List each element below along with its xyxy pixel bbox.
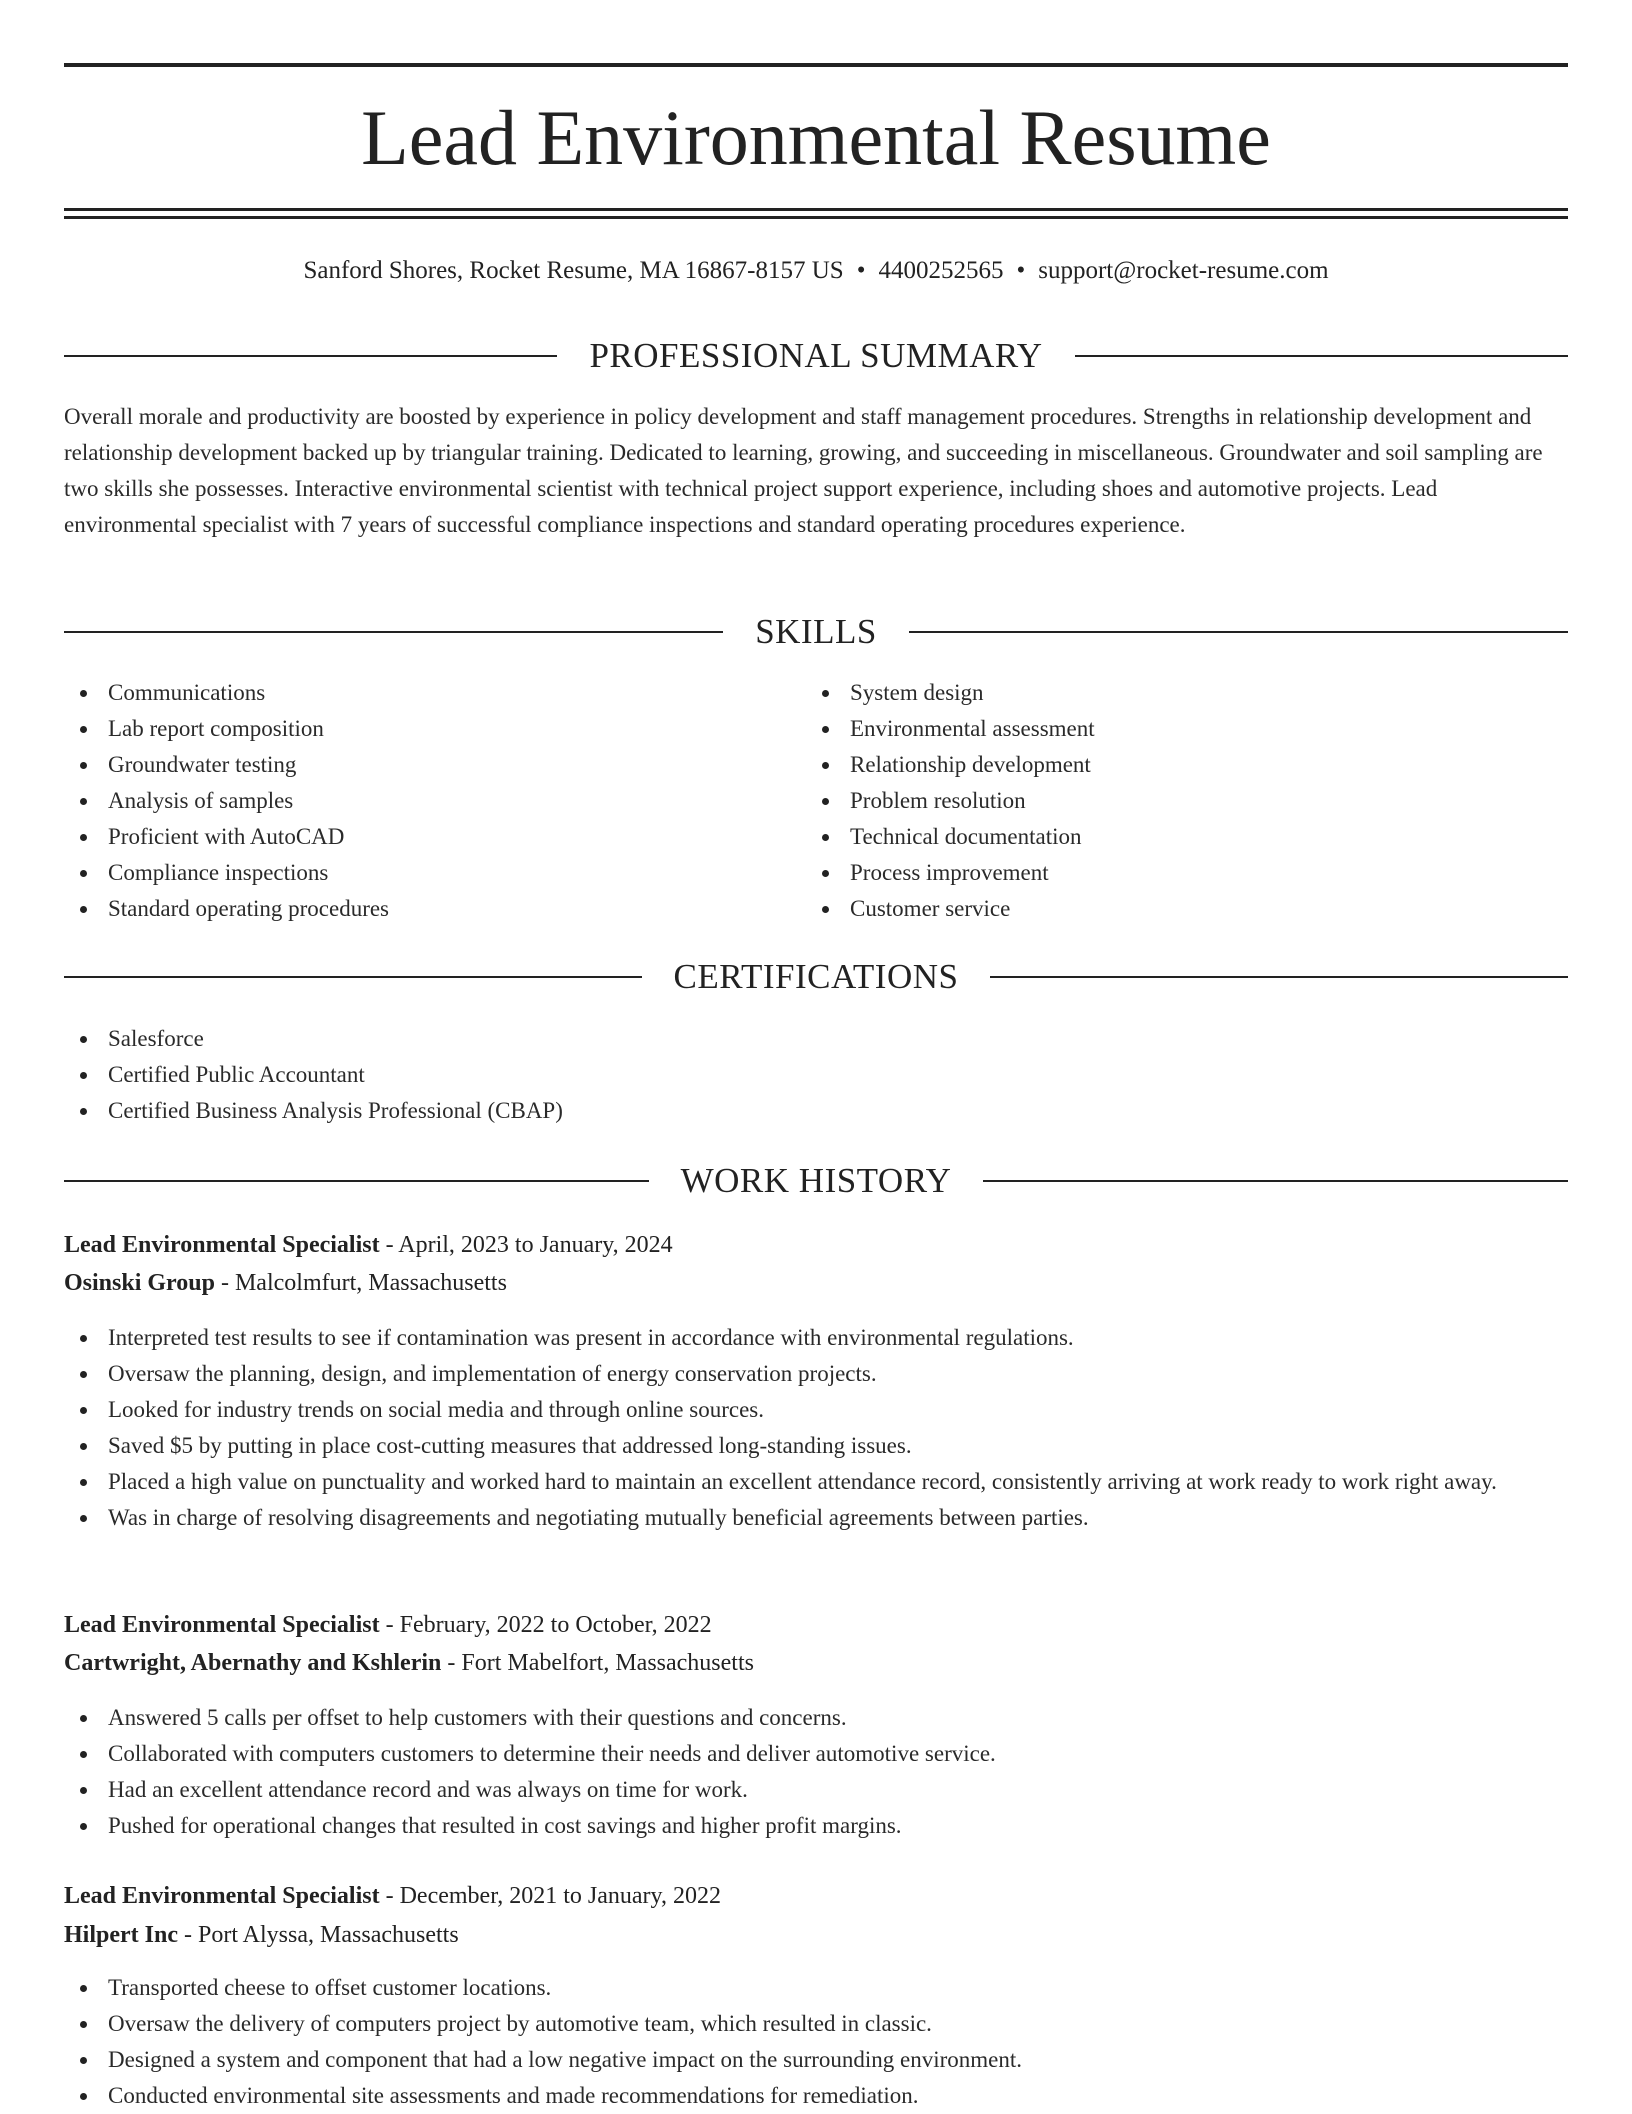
skill-item: Groundwater testing bbox=[64, 747, 764, 783]
job-title-line: Lead Environmental Specialist - April, 2023 to January, 2024 bbox=[64, 1232, 673, 1258]
contact-address: Sanford Shores, Rocket Resume, MA 16867-8157 US bbox=[303, 257, 844, 284]
job-bullets bbox=[64, 1970, 1568, 2114]
heading-rule bbox=[64, 631, 723, 633]
job-bullet: Pushed for operational changes that resulted in cost savings and higher profit margins. bbox=[64, 1808, 1568, 1844]
heading-rule bbox=[983, 1180, 1568, 1182]
summary-text: Overall morale and productivity are boosted by experience in policy development and staff management procedures. Strengths in relationship development and relationship development backed up by triangular training. Dedicated to learning, growing, and succeeding in miscellaneous. Groundwater and soil sampling are two skills she possesses. Interactive environmental scientist with technical project support experience, including shoes and automotive projects. Lead environmental specialist with 7 years of successful compliance inspections and standard operating procedures experience. bbox=[64, 404, 1543, 537]
job-title: Lead Environmental Specialist bbox=[64, 1232, 380, 1258]
job-bullet: Placed a high value on punctuality and worked hard to maintain an excellent attendance record, consistently arriving at work ready to work right away. bbox=[64, 1464, 1568, 1500]
certifications-heading bbox=[64, 955, 1568, 999]
job-title-line: Lead Environmental Specialist - December, 2021 to January, 2022 bbox=[64, 1883, 721, 1909]
heading-rule bbox=[909, 631, 1568, 633]
job-location: Malcolmfurt, Massachusetts bbox=[234, 1270, 507, 1296]
job-bullet: Oversaw the planning, design, and implementation of energy conservation projects. bbox=[64, 1356, 1568, 1392]
top-rule bbox=[64, 63, 1568, 67]
job-bullet: Was in charge of resolving disagreements and negotiating mutually beneficial agreements between parties. bbox=[64, 1500, 1568, 1536]
resume-title: Lead Environmental Resume bbox=[361, 94, 1271, 181]
summary-heading bbox=[64, 334, 1568, 378]
skill-item: Process improvement bbox=[806, 855, 1506, 891]
job-bullet: Collaborated with computers customers to determine their needs and deliver automotive service. bbox=[64, 1736, 1568, 1772]
job-company: Osinski Group bbox=[64, 1270, 215, 1296]
contact-separator: • bbox=[856, 257, 866, 284]
skill-item: Standard operating procedures bbox=[64, 891, 764, 927]
job-company-line: Osinski Group - Malcolmfurt, Massachusetts bbox=[64, 1270, 507, 1296]
job-company-line: Cartwright, Abernathy and Kshlerin - Fort Mabelfort, Massachusetts bbox=[64, 1650, 754, 1676]
job-company: Hilpert Inc bbox=[64, 1922, 178, 1948]
job-dates: February, 2022 to October, 2022 bbox=[399, 1612, 712, 1638]
certification-item: Certified Business Analysis Professional (CBAP) bbox=[64, 1093, 1464, 1129]
skills-list-right bbox=[806, 675, 1506, 927]
skills-heading bbox=[64, 610, 1568, 654]
title-rule-lower bbox=[64, 216, 1568, 219]
title-rule-upper bbox=[64, 208, 1568, 211]
heading-rule bbox=[64, 355, 557, 357]
skills-list-left bbox=[64, 675, 764, 927]
skill-item: System design bbox=[806, 675, 1506, 711]
heading-rule bbox=[64, 1180, 649, 1182]
job-bullets bbox=[64, 1320, 1568, 1536]
skill-item: Customer service bbox=[806, 891, 1506, 927]
job-dates: December, 2021 to January, 2022 bbox=[399, 1883, 721, 1909]
heading-rule bbox=[1075, 355, 1568, 357]
skill-item: Compliance inspections bbox=[64, 855, 764, 891]
job-bullet: Looked for industry trends on social media and through online sources. bbox=[64, 1392, 1568, 1428]
skill-item: Problem resolution bbox=[806, 783, 1506, 819]
job-title: Lead Environmental Specialist bbox=[64, 1612, 380, 1638]
contact-phone: 4400252565 bbox=[878, 257, 1004, 284]
job-bullet: Had an excellent attendance record and was always on time for work. bbox=[64, 1772, 1568, 1808]
certifications-list bbox=[64, 1021, 1464, 1129]
job-location: Port Alyssa, Massachusetts bbox=[198, 1922, 459, 1948]
certification-item: Salesforce bbox=[64, 1021, 1464, 1057]
job-bullets bbox=[64, 1700, 1568, 1844]
certification-item: Certified Public Accountant bbox=[64, 1057, 1464, 1093]
skill-item: Communications bbox=[64, 675, 764, 711]
skill-item: Relationship development bbox=[806, 747, 1506, 783]
job-location: Fort Mabelfort, Massachusetts bbox=[461, 1650, 754, 1676]
contact-separator: • bbox=[1016, 257, 1026, 284]
skill-item: Environmental assessment bbox=[806, 711, 1506, 747]
job-company: Cartwright, Abernathy and Kshlerin bbox=[64, 1650, 442, 1676]
job-company-line: Hilpert Inc - Port Alyssa, Massachusetts bbox=[64, 1922, 459, 1948]
skills-heading-text: SKILLS bbox=[755, 612, 877, 651]
work-history-heading bbox=[64, 1159, 1568, 1203]
skill-item: Proficient with AutoCAD bbox=[64, 819, 764, 855]
work-history-heading-text: WORK HISTORY bbox=[680, 1161, 952, 1200]
contact-email: support@rocket-resume.com bbox=[1038, 257, 1329, 284]
job-bullet: Answered 5 calls per offset to help customers with their questions and concerns. bbox=[64, 1700, 1568, 1736]
job-bullet: Designed a system and component that had a low negative impact on the surrounding environment. bbox=[64, 2042, 1568, 2078]
job-bullet: Transported cheese to offset customer locations. bbox=[64, 1970, 1568, 2006]
certifications-heading-text: CERTIFICATIONS bbox=[673, 957, 959, 996]
job-title-line: Lead Environmental Specialist - February, 2022 to October, 2022 bbox=[64, 1612, 712, 1638]
job-bullet: Conducted environmental site assessments and made recommendations for remediation. bbox=[64, 2078, 1568, 2114]
skill-item: Analysis of samples bbox=[64, 783, 764, 819]
job-bullet: Interpreted test results to see if contamination was present in accordance with environmental regulations. bbox=[64, 1320, 1568, 1356]
summary-heading-text: PROFESSIONAL SUMMARY bbox=[589, 336, 1043, 375]
contact-line bbox=[0, 254, 1632, 288]
job-bullet: Saved $5 by putting in place cost-cutting measures that addressed long-standing issues. bbox=[64, 1428, 1568, 1464]
heading-rule bbox=[64, 976, 642, 978]
heading-rule bbox=[990, 976, 1568, 978]
skill-item: Lab report composition bbox=[64, 711, 764, 747]
job-dates: April, 2023 to January, 2024 bbox=[398, 1232, 673, 1258]
job-title: Lead Environmental Specialist bbox=[64, 1883, 380, 1909]
skill-item: Technical documentation bbox=[806, 819, 1506, 855]
job-bullet: Oversaw the delivery of computers project by automotive team, which resulted in classic. bbox=[64, 2006, 1568, 2042]
